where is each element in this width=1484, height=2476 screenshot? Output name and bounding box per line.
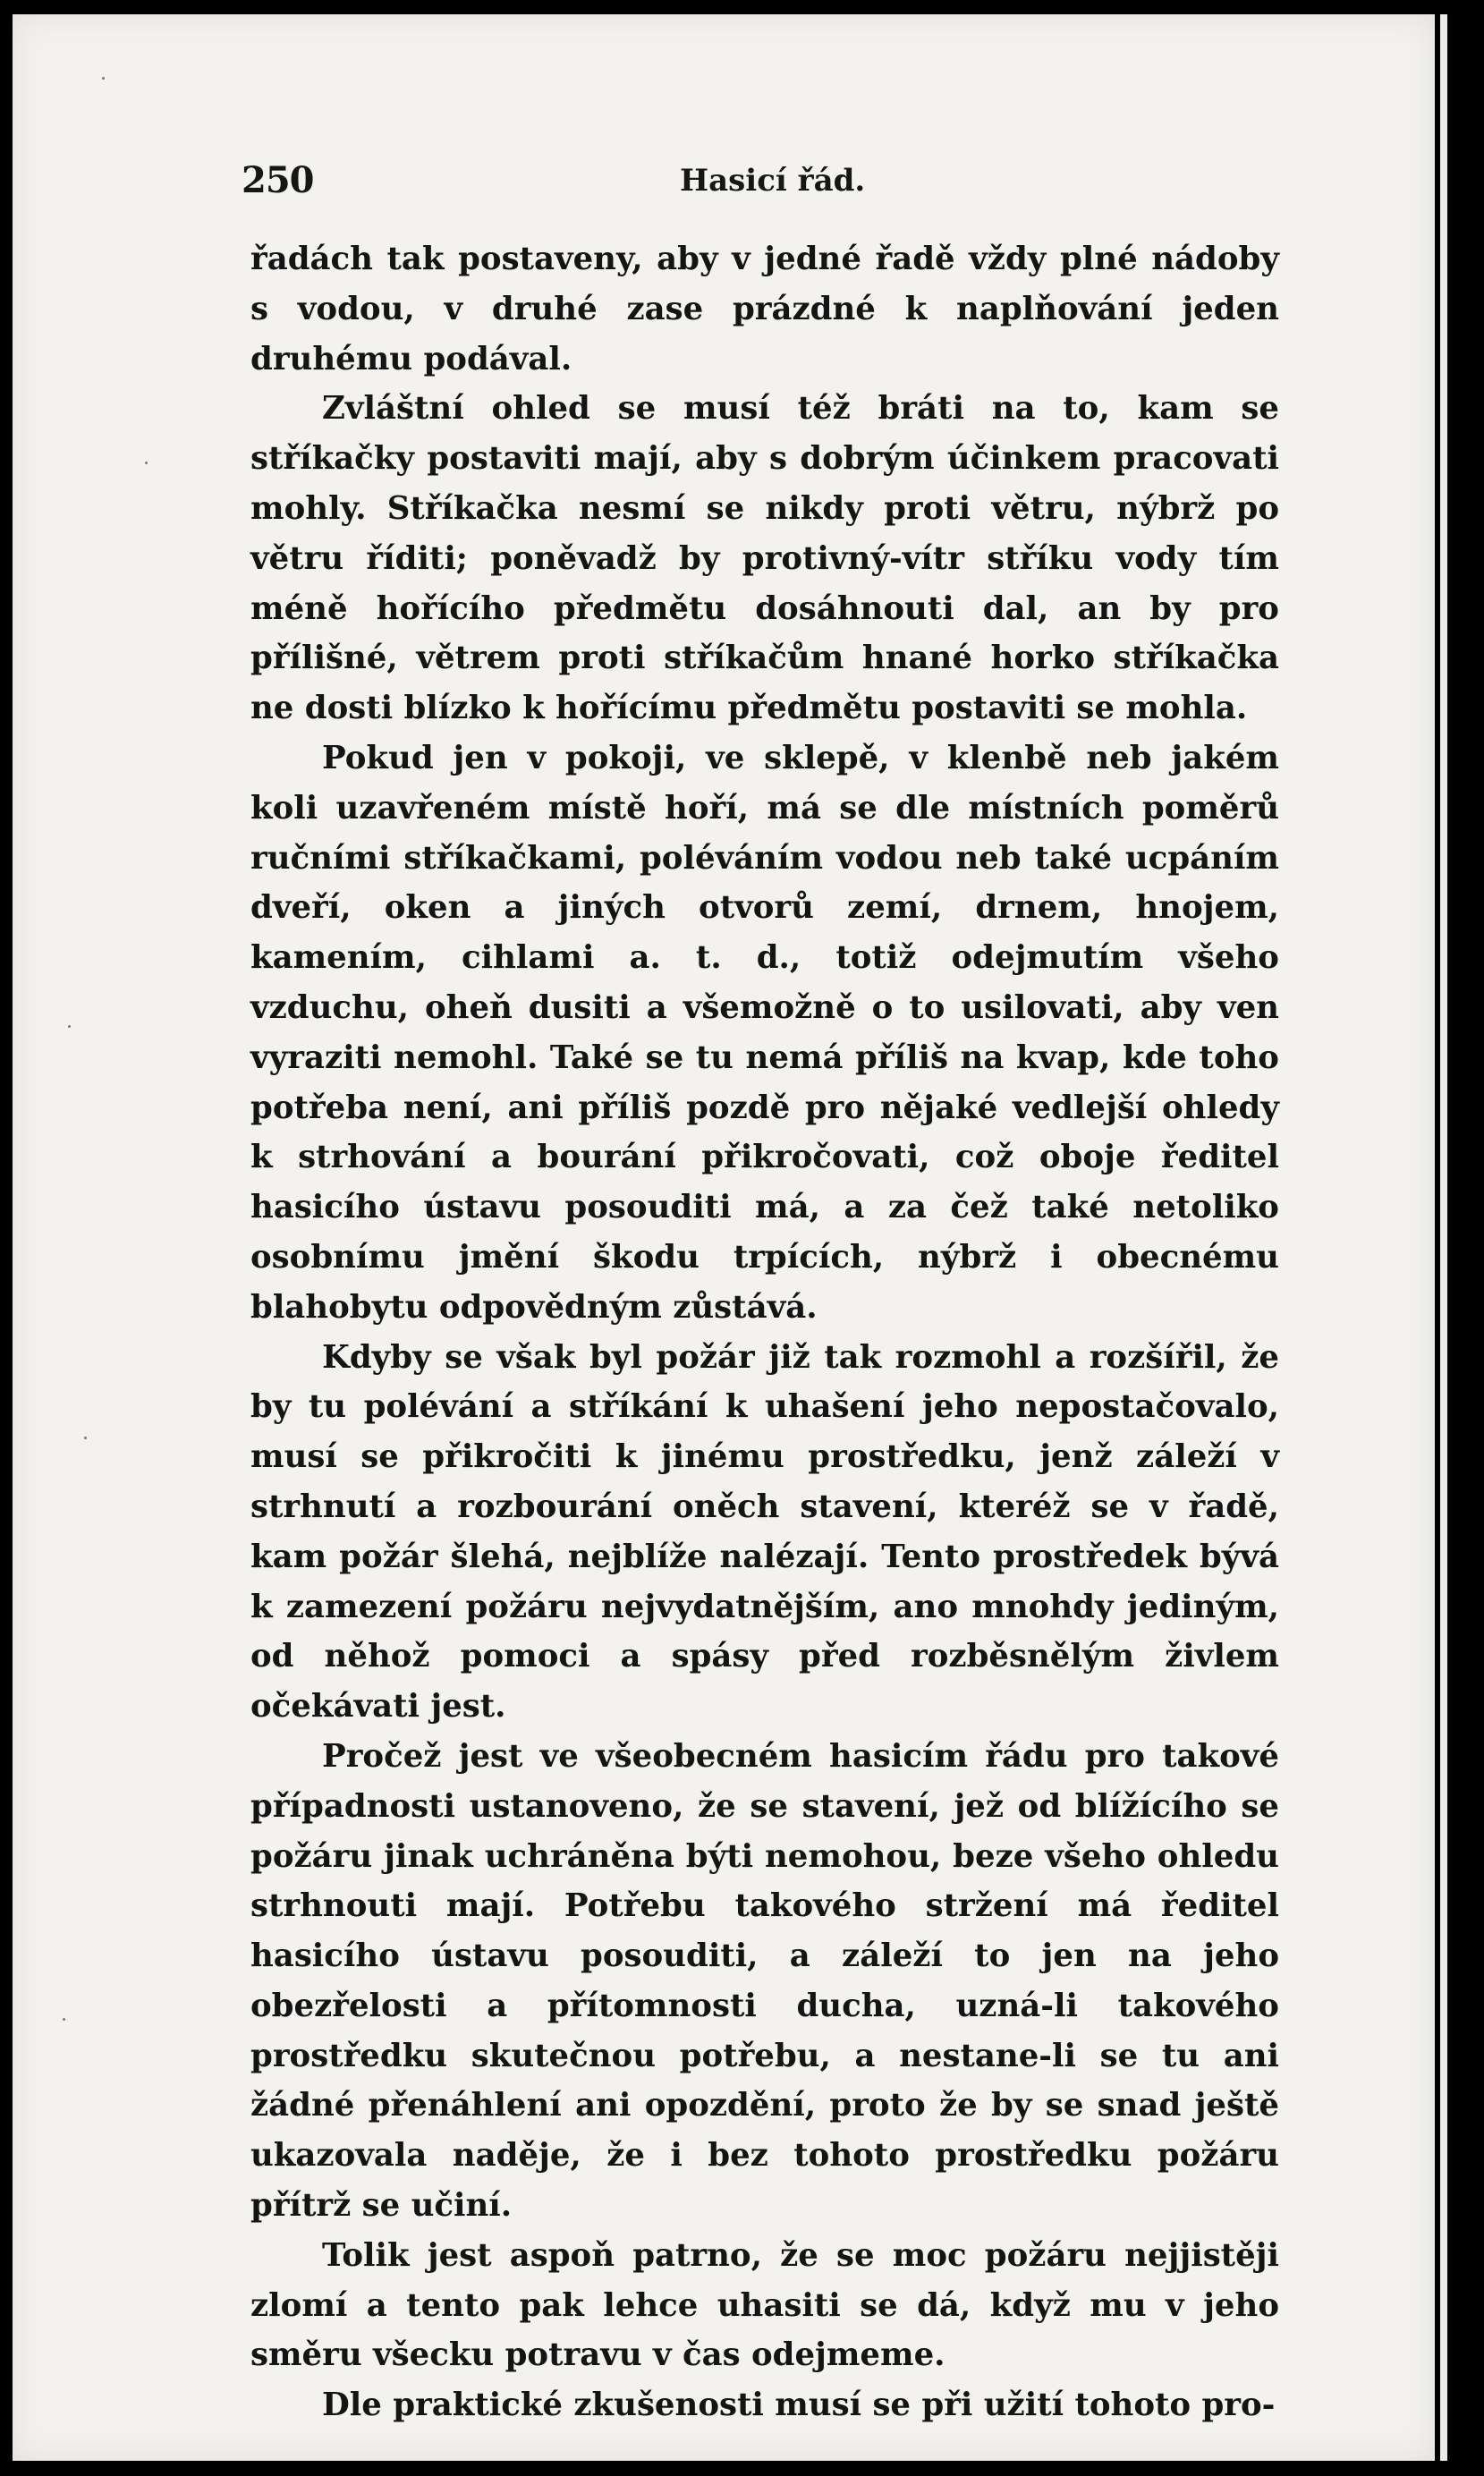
paragraph: Zvláštní ohled se musí též bráti na to, kam se stříkačky postaviti mají, aby s dobrým účinkem pracovati mohly. Stříkačka nesmí se nikdy proti větru, nýbrž po větru říditi; poněvadž by protivný-vítr stříku vody tím méně hořícího předmětu dosáhnouti dal, an by pro přílišné, větrem proti stříkačům hnané horko stříkačka ne dosti blízko k hořícímu předmětu postaviti se mohla. [250, 390, 1279, 727]
paper-speck [63, 2018, 65, 2021]
paper-speck [68, 1025, 71, 1028]
running-title: Hasicí řád. [680, 163, 866, 199]
paragraph: Pročež jest ve všeobecném hasicím řádu pro takové případnosti ustanoveno, že se stavení, jež od blížícího se požáru jinak uchráněna býti nemohou, beze všeho ohledu strhnouti mají. Potřebu takového stržení má ředitel hasicího ústavu posouditi, a záleží to jen na jeho obezřelosti a přítomnosti ducha, uzná-li takového prostředku skutečnou potřebu, a nestane-li se tu ani žádné přenáhlení ani opozdění, proto že by se snad ještě ukazovala naděje, že i bez tohoto prostředku požáru přítrž se učiní. [250, 1737, 1279, 2225]
paragraph: Kdyby se však byl požár již tak rozmohl a rozšířil, že by tu polévání a stříkání k uhašení jeho nepostačovalo, musí se přikročiti k jinému prostředku, jenž záleží v strhnutí a rozbourání oněch stavení, kteréž se v řadě, kam požár šlehá, nejblíže nalézají. Tento prostředek bývá k zamezení požáru nejvydatnějším, ano mnohdy jediným, od něhož pomoci a spásy před rozběsnělým živlem očekávati jest. [250, 1338, 1279, 1726]
body-text [250, 234, 1279, 2430]
paragraph: Dle praktické zkušenosti musí se při užití tohoto pro- [322, 2387, 1276, 2424]
paper-speck [145, 462, 148, 464]
paper-speck [84, 1437, 87, 1439]
page-number: 250 [242, 159, 314, 201]
page-header [242, 159, 1288, 213]
paper-speck [102, 77, 105, 80]
paragraph: Pokud jen v pokoji, ve sklepě, v klenbě neb jakém koli uzavřeném místě hoří, má se dle místních poměrů ručními stříkačkami, poléváním vodou neb také ucpáním dveří, oken a jiných otvorů zemí, drnem, hnojem, kamením, cihlami a. t. d., totiž odejmutím všeho vzduchu, oheň dusiti a všemožně o to usilovati, aby ven vyraziti nemohl. Také se tu nemá příliš na kvap, kde toho potřeba není, ani příliš pozdě pro nějaké vedlejší ohledy k strhování a bourání přikročovati, což oboje ředitel hasicího ústavu posouditi má, a za čež také netoliko osobnímu jmění škodu trpících, nýbrž i obecnému blahobytu odpovědným zůstává. [250, 739, 1279, 1326]
page-edge [1440, 14, 1447, 2461]
paragraph: Tolik jest aspoň patrno, že se moc požáru nejjistěji zlomí a tento pak lehce uhasiti se dá, když mu v jeho směru všecku potravu v čas odejmeme. [250, 2236, 1279, 2374]
paragraph: řadách tak postaveny, aby v jedné řadě vždy plné nádoby s vodou, v druhé zase prázdné k naplňování jeden druhému podával. [250, 241, 1279, 377]
